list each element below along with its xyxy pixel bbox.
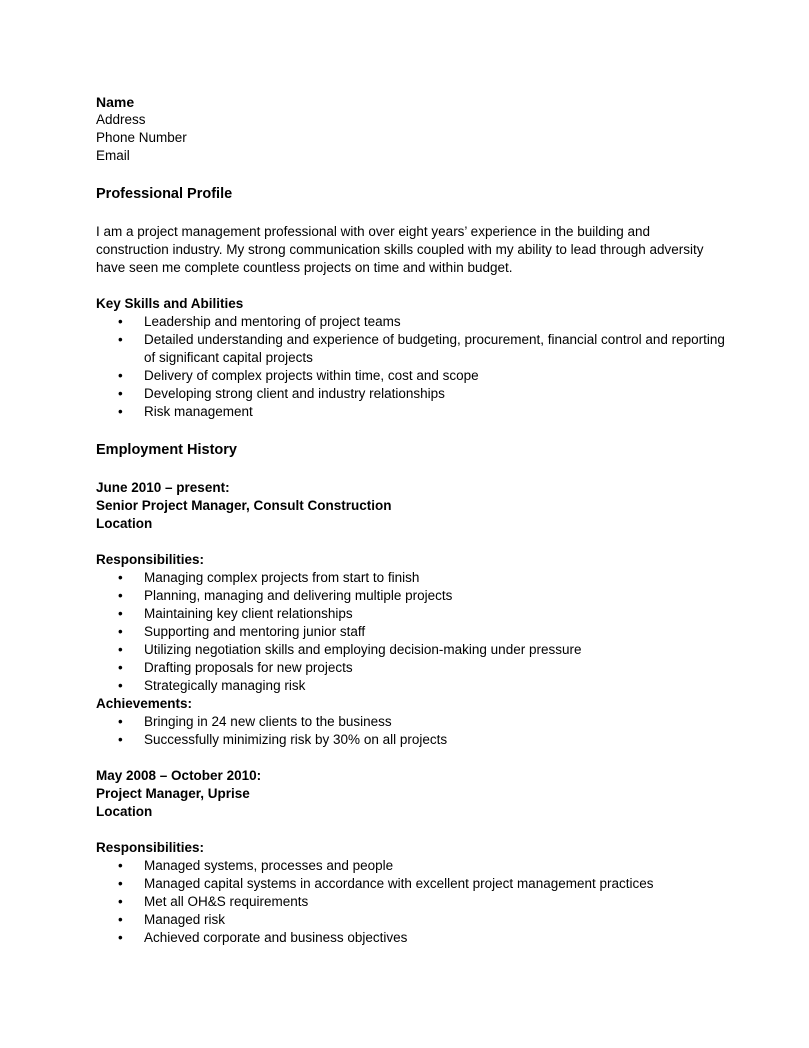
- contact-address: Address: [96, 112, 146, 127]
- skills-heading: Key Skills and Abilities: [96, 296, 244, 311]
- list-item: [96, 623, 736, 641]
- responsibility-text: Managing complex projects from start to finish: [144, 570, 420, 585]
- bullet-icon: •: [118, 588, 123, 603]
- list-item: [96, 605, 736, 623]
- profile-heading: Professional Profile: [96, 186, 233, 202]
- list-item: [96, 731, 736, 749]
- list-item: [96, 929, 736, 947]
- achievements-label: Achievements:: [96, 696, 193, 711]
- list-item: [96, 587, 736, 605]
- employment-heading: Employment History: [96, 442, 237, 458]
- list-item: [96, 677, 736, 695]
- bullet-icon: •: [118, 714, 123, 729]
- contact-email: Email: [96, 148, 130, 163]
- achievement-text: Successfully minimizing risk by 30% on all projects: [144, 732, 448, 747]
- responsibility-text: Managed capital systems in accordance with excellent project management practices: [144, 876, 654, 891]
- bullet-icon: •: [118, 332, 123, 347]
- bullet-icon: •: [118, 732, 123, 747]
- job-period: June 2010 – present:: [96, 480, 230, 495]
- skill-text: Developing strong client and industry relationships: [144, 386, 445, 401]
- bullet-icon: •: [118, 642, 123, 657]
- responsibilities-label: Responsibilities:: [96, 840, 205, 855]
- skill-text: Detailed understanding and experience of budgeting, procurement, financial control and reporting of significant capital projects: [144, 332, 725, 365]
- bullet-icon: •: [118, 678, 123, 693]
- contact-name: Name: [96, 94, 135, 110]
- resume-content: [96, 93, 736, 947]
- achievements-list: [96, 713, 736, 749]
- contact-block: [96, 93, 736, 165]
- bullet-icon: •: [118, 624, 123, 639]
- bullet-icon: •: [118, 314, 123, 329]
- job-location: Location: [96, 516, 153, 531]
- responsibilities-label: Responsibilities:: [96, 552, 205, 567]
- skills-list: [96, 313, 736, 421]
- bullet-icon: •: [118, 660, 123, 675]
- responsibility-text: Supporting and mentoring junior staff: [144, 624, 366, 639]
- list-item: [96, 857, 736, 875]
- bullet-icon: •: [118, 894, 123, 909]
- responsibility-text: Drafting proposals for new projects: [144, 660, 353, 675]
- skill-text: Delivery of complex projects within time, cost and scope: [144, 368, 479, 383]
- responsibility-text: Maintaining key client relationships: [144, 606, 353, 621]
- job-location: Location: [96, 804, 153, 819]
- responsibilities-list: [96, 857, 736, 947]
- job-title: Project Manager, Uprise: [96, 786, 250, 801]
- skill-text: Risk management: [144, 404, 253, 419]
- responsibility-text: Utilizing negotiation skills and employing decision-making under pressure: [144, 642, 582, 657]
- responsibility-text: Managed risk: [144, 912, 226, 927]
- list-item: [96, 331, 736, 367]
- responsibility-text: Managed systems, processes and people: [144, 858, 394, 873]
- bullet-icon: •: [118, 386, 123, 401]
- list-item: [96, 659, 736, 677]
- job-entry: [96, 479, 736, 749]
- list-item: [96, 385, 736, 403]
- list-item: [96, 911, 736, 929]
- job-title: Senior Project Manager, Consult Construction: [96, 498, 392, 513]
- bullet-icon: •: [118, 930, 123, 945]
- list-item: [96, 641, 736, 659]
- list-item: [96, 893, 736, 911]
- bullet-icon: •: [118, 368, 123, 383]
- contact-phone: Phone Number: [96, 130, 187, 145]
- bullet-icon: •: [118, 858, 123, 873]
- list-item: [96, 875, 736, 893]
- bullet-icon: •: [118, 876, 123, 891]
- responsibility-text: Met all OH&S requirements: [144, 894, 309, 909]
- list-item: [96, 403, 736, 421]
- bullet-icon: •: [118, 404, 123, 419]
- job-period: May 2008 – October 2010:: [96, 768, 262, 783]
- responsibility-text: Planning, managing and delivering multiple projects: [144, 588, 453, 603]
- bullet-icon: •: [118, 912, 123, 927]
- list-item: [96, 713, 736, 731]
- responsibilities-list: [96, 569, 736, 695]
- list-item: [96, 569, 736, 587]
- bullet-icon: •: [118, 570, 123, 585]
- list-item: [96, 367, 736, 385]
- bullet-icon: •: [118, 606, 123, 621]
- profile-text: I am a project management professional with over eight years’ experience in the building and construction industry. My strong communication skills coupled with my ability to lead through adversity have seen me complete countless projects on time and within budget.: [96, 224, 704, 275]
- list-item: [96, 313, 736, 331]
- skill-text: Leadership and mentoring of project teams: [144, 314, 401, 329]
- achievement-text: Bringing in 24 new clients to the business: [144, 714, 392, 729]
- responsibility-text: Strategically managing risk: [144, 678, 306, 693]
- responsibility-text: Achieved corporate and business objectives: [144, 930, 408, 945]
- job-entry: [96, 767, 736, 947]
